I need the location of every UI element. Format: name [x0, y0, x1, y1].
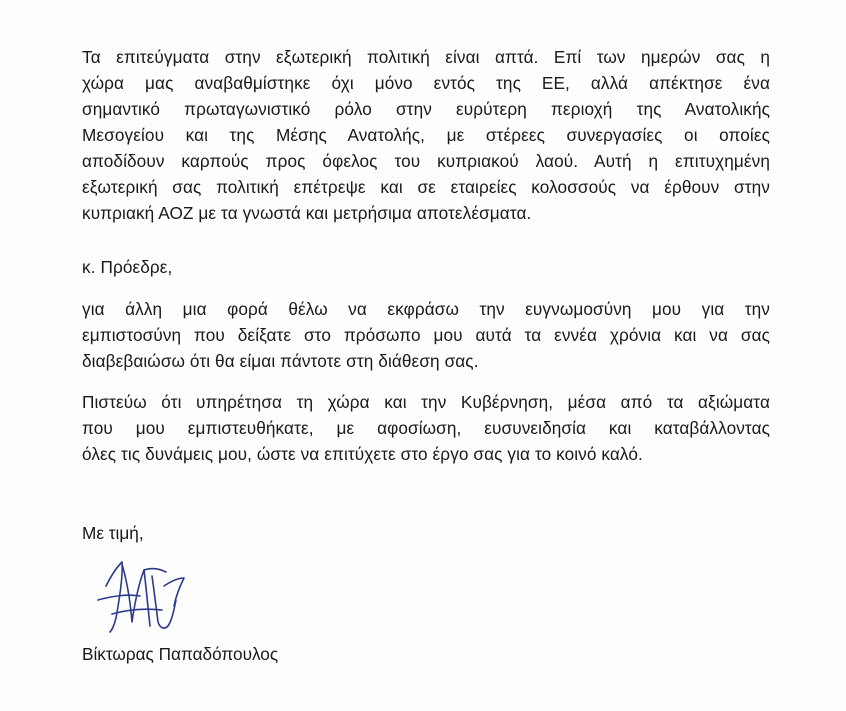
paragraph-gratitude: [82, 296, 770, 374]
text-line: κυπριακή ΑΟΖ με τα γνωστά και μετρήσιμα αποτελέσματα.: [82, 203, 532, 223]
text-line: Μεσογείου και της Μέσης Ανατολής, με στέρεες συνεργασίες οι οποίες: [82, 125, 770, 145]
paragraph-foreign-policy: [82, 44, 770, 226]
signer-name: Βίκτωρας Παπαδόπουλος: [82, 644, 279, 664]
closing-text: Με τιμή,: [82, 523, 144, 543]
text-line: που μου εμπιστευθήκατε, με αφοσίωση, ευσυνειδησία και καταβάλλοντας: [82, 418, 770, 438]
text-line: σημαντικό πρωταγωνιστικό ρόλο στην ευρύτερη περιοχή της Ανατολικής: [82, 99, 770, 119]
salutation-text: κ. Πρόεδρε,: [82, 257, 173, 277]
paragraph-service: [82, 389, 770, 467]
text-line: Τα επιτεύγματα στην εξωτερική πολιτική είναι απτά. Επί των ημερών σας η: [82, 47, 770, 67]
text-line: αποδίδουν καρπούς προς όφελος του κυπριακού λαού. Αυτή η επιτυχημένη: [82, 151, 770, 171]
text-line: εξωτερική σας πολιτική επέτρεψε και σε εταιρείες κολοσσούς να έρθουν στην: [82, 177, 770, 197]
text-line: όλες τις δυνάμεις μου, ώστε να επιτύχετε στο έργο σας για το κοινό καλό.: [82, 444, 643, 464]
salutation: [82, 254, 770, 280]
text-line: διαβεβαιώσω ότι θα είμαι πάντοτε στη διάθεση σας.: [82, 351, 479, 371]
text-line: χώρα μας αναβαθμίστηκε όχι μόνο εντός της ΕΕ, αλλά απέκτησε ένα: [82, 73, 770, 93]
text-line: Πιστεύω ότι υπηρέτησα τη χώρα και την Κυβέρνηση, μέσα από τα αξιώματα: [82, 392, 770, 412]
text-line: για άλλη μια φορά θέλω να εκφράσω την ευγνωμοσύνη μου για την: [82, 299, 770, 319]
text-line: εμπιστοσύνη που δείξατε στο πρόσωπο μου αυτά τα εννέα χρόνια και να σας: [82, 325, 770, 345]
handwritten-signature: [92, 556, 202, 636]
